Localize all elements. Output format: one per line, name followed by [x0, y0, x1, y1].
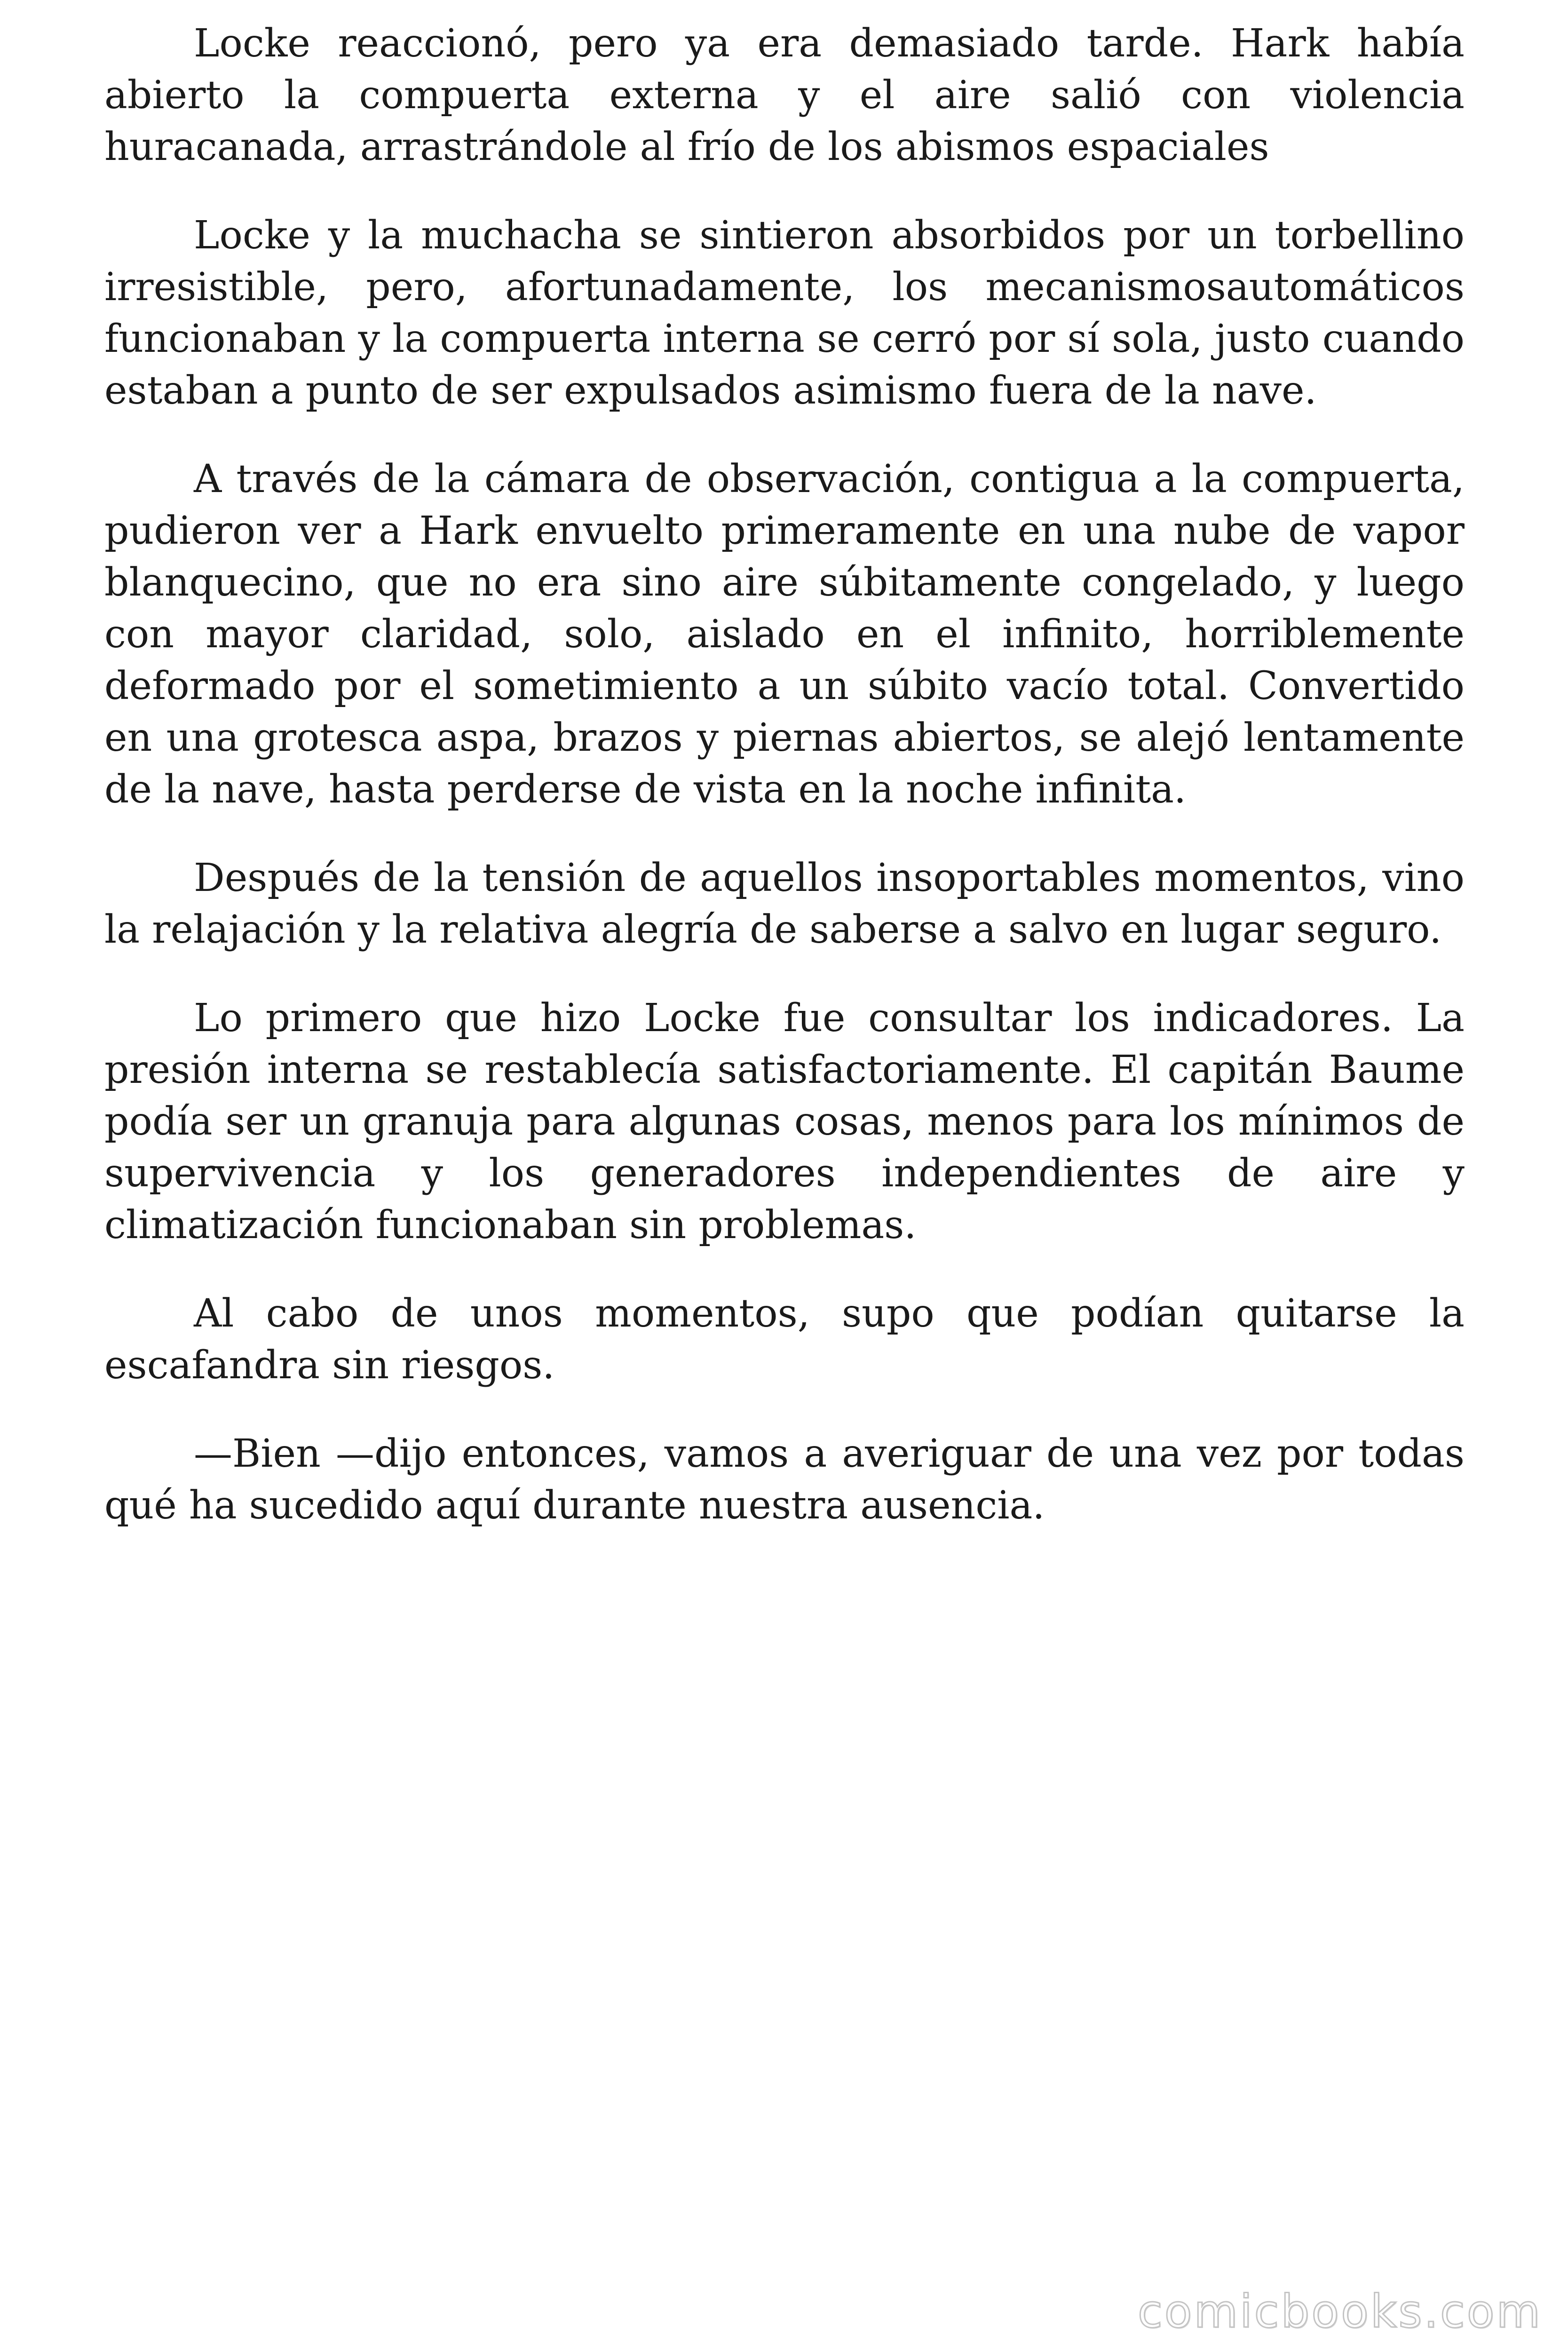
- paragraph: Al cabo de unos momentos, supo que podían quitarse la escafandra sin riesgos.: [104, 1291, 1465, 1388]
- paragraph: Lo primero que hizo Locke fue consultar los indicadores. La presión interna se restablecía satisfactoriamente. El capitán Baume podía ser un granuja para algunas cosas, menos para los mínimos de supervivencia y los generadores independientes de aire y climatización funcionaban sin problemas.: [104, 996, 1465, 1248]
- paragraph: A través de la cámara de observación, contigua a la compuerta, pudieron ver a Hark envuelto primeramente en una nube de vapor blanquecino, que no era sino aire súbitamente congelado, y luego con mayor claridad, solo, aislado en el infinito, horriblemente deformado por el sometimiento a un súbito vacío total. Convertido en una grotesca aspa, brazos y piernas abiertos, se alejó lentamente de la nave, hasta perderse de vista en la noche infinita.: [104, 457, 1465, 812]
- paragraph: Locke reaccionó, pero ya era demasiado tarde. Hark había abierto la compuerta externa y el aire salió con violencia huracanada, arrastrándole al frío de los abismos espaciales: [104, 21, 1465, 169]
- body-text: [104, 18, 1465, 1568]
- watermark: comicbooks.com: [1137, 2285, 1542, 2338]
- paragraph: —Bien —dijo entonces, vamos a averiguar de una vez por todas qué ha sucedido aquí durante nuestra ausencia.: [104, 1431, 1465, 1528]
- paragraph: Locke y la muchacha se sintieron absorbidos por un torbellino irresistible, pero, afortunadamente, los mecanismosautomáticos funcionaban y la compuerta interna se cerró por sí sola, justo cuando estaban a punto de ser expulsados asimismo fuera de la nave.: [104, 213, 1465, 413]
- paragraph: Después de la tensión de aquellos insoportables momentos, vino la relajación y la relativa alegría de saberse a salvo en lugar seguro.: [104, 856, 1465, 952]
